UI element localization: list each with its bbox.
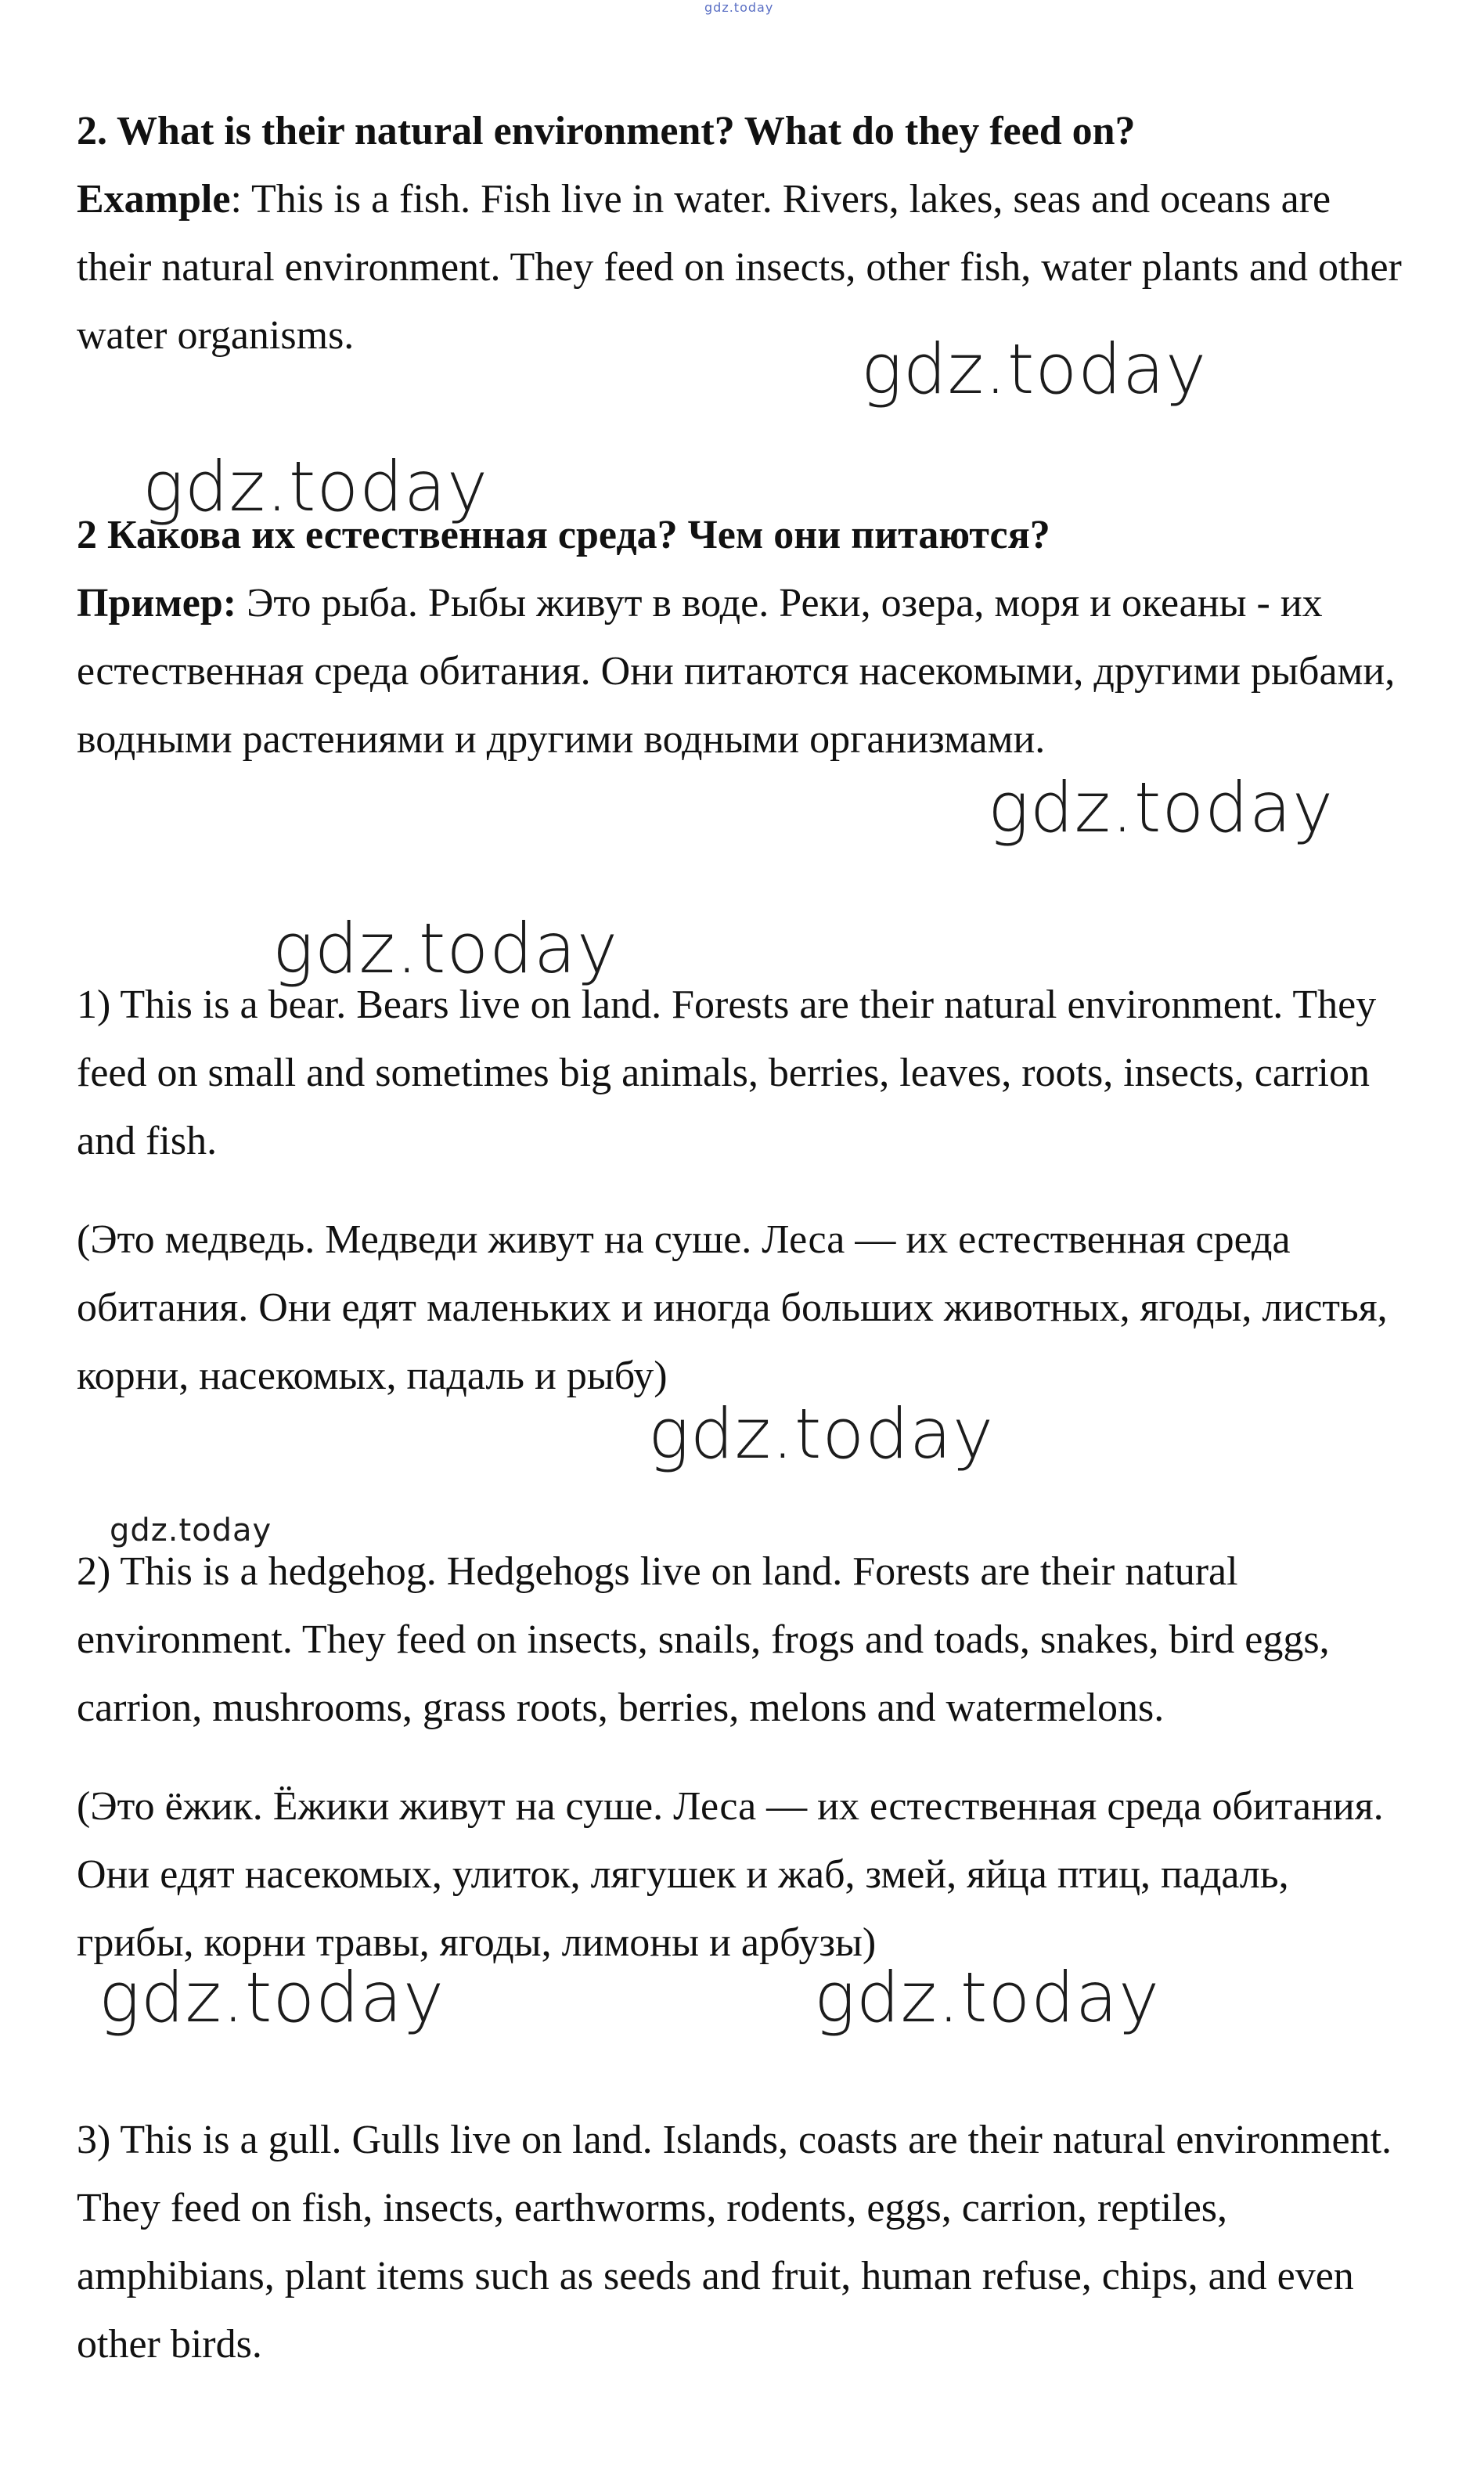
watermark: gdz.today xyxy=(861,329,1208,409)
watermark-top: gdz.today xyxy=(704,0,774,15)
task-ru-example-label: Пример: xyxy=(77,581,237,626)
task-ru xyxy=(77,501,1407,773)
answer-2-ru-text: (Это ёжик. Ёжики живут на суше. Леса — их естественная среда обитания. Они едят насекомых, улиток, лягушек и жаб, змей, яйца птиц, падаль, грибы, корни травы, ягоды, лимоны и арбузы) xyxy=(77,1784,1384,1965)
task-en xyxy=(77,97,1407,370)
watermark: gdz.today xyxy=(272,908,619,989)
answer-1-ru xyxy=(77,1206,1407,1410)
answer-1-ru-text: (Это медведь. Медведи живут на суше. Леса — их естественная среда обитания. Они едят маленьких и иногда больших животных, ягоды, листья, корни, насекомых, падаль и рыбу) xyxy=(77,1217,1388,1398)
answer-1-en-text: 1) This is a bear. Bears live on land. Forests are their natural environment. They feed on small and sometimes big animals, berries, leaves, roots, insects, carrion and fish. xyxy=(77,982,1377,1163)
task-en-example-label: Example xyxy=(77,177,231,222)
task-en-heading: 2. What is their natural environment? What do they feed on? xyxy=(77,109,1136,153)
answer-2-ru xyxy=(77,1772,1407,1977)
answer-2-en xyxy=(77,1538,1446,1742)
task-en-example-text: : This is a fish. Fish live in water. Rivers, lakes, seas and oceans are their natural environment. They feed on insects, other fish, water plants and other water organisms. xyxy=(77,177,1402,358)
watermark: gdz.today xyxy=(648,1393,995,1474)
watermark: gdz.today xyxy=(814,1957,1161,2038)
task-ru-example xyxy=(77,569,1407,773)
task-en-example xyxy=(77,165,1407,370)
watermark: gdz.today xyxy=(988,767,1335,848)
watermark: gdz.today xyxy=(99,1957,445,2038)
watermark-small: gdz.today xyxy=(110,1512,272,1548)
watermark: gdz.today xyxy=(142,446,489,527)
task-ru-heading: 2 Какова их естественная среда? Чем они питаются? xyxy=(77,513,1050,557)
answer-2-en-text: 2) This is a hedgehog. Hedgehogs live on land. Forests are their natural environment. They feed on insects, snails, frogs and toads, snakes, bird eggs, carrion, mushrooms, grass roots, berries, melons and watermelons. xyxy=(77,1549,1330,1730)
answer-1-en xyxy=(77,971,1407,1175)
task-ru-example-text: Это рыба. Рыбы живут в воде. Реки, озера, моря и океаны - их естественная среда обитания. Они питаются насекомыми, другими рыбами, водными растениями и другими водными организмами. xyxy=(77,581,1396,762)
answer-3-en-text: 3) This is a gull. Gulls live on land. Islands, coasts are their natural environment. They feed on fish, insects, earthworms, rodents, eggs, carrion, reptiles, amphibians, plant items such as seeds and fruit, human refuse, chips, and even other birds. xyxy=(77,2118,1392,2367)
answer-3-en xyxy=(77,2106,1407,2378)
